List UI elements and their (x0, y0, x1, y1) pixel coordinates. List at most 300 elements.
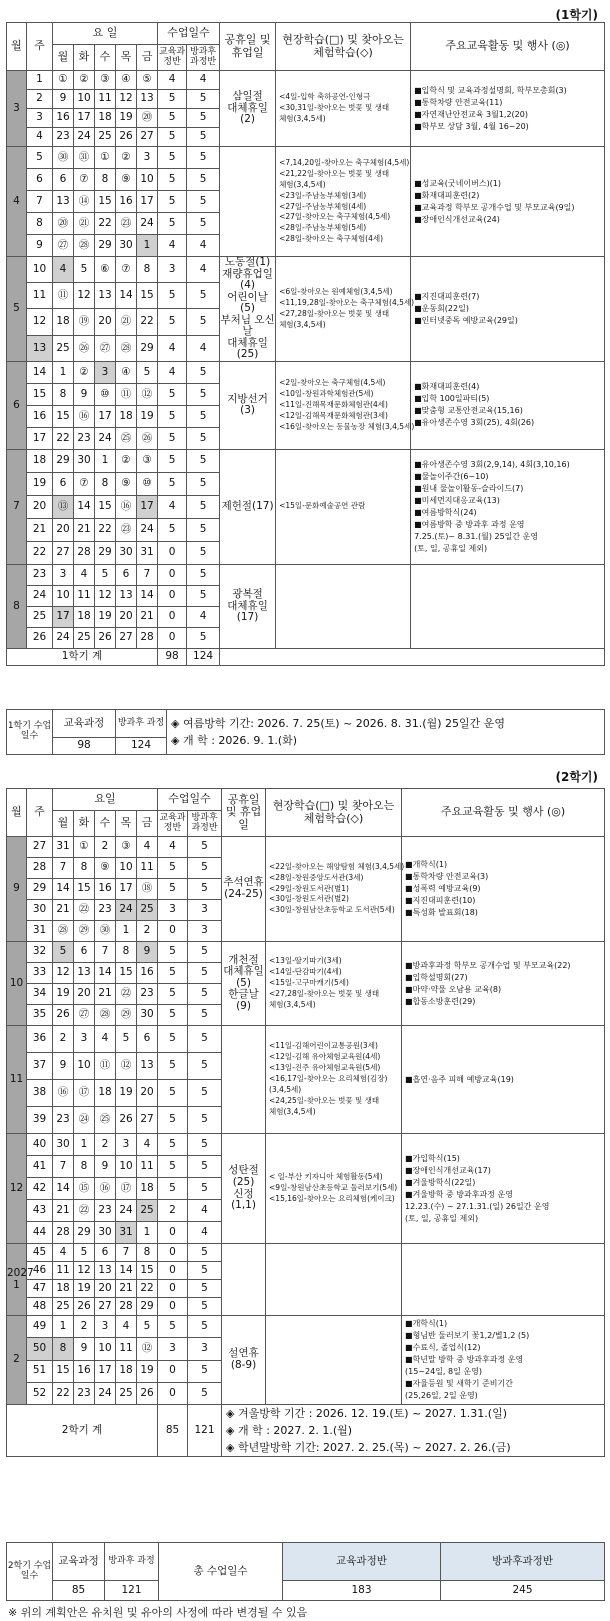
day-cell: 14 (95, 963, 116, 984)
main-activity-line: ■가입학식(15) (405, 1153, 460, 1163)
week-row (7, 257, 605, 283)
day-cell: 2 (137, 921, 158, 942)
day-cell: 9 (95, 1156, 116, 1178)
field-trip-line: <4일-입학 축하공연-인형극 (279, 92, 371, 102)
day-cell: 27 (137, 128, 158, 147)
header-day-tue: 화 (74, 811, 95, 837)
day-cell: 28 (74, 541, 95, 564)
week-number: 49 (27, 1316, 53, 1338)
month-cell: 5 (7, 257, 27, 362)
main-activity-line: ■자연재난안전교육 3월1,2(20) (414, 109, 528, 119)
holiday-cell (222, 837, 266, 942)
day-cell: 8 (137, 1244, 158, 1262)
day-cell: 27 (53, 541, 74, 564)
week-number: 22 (27, 541, 53, 564)
after-days: 3 (188, 921, 222, 942)
day-cell: 23 (74, 1382, 95, 1404)
day-cell: 22 (53, 1382, 74, 1404)
week-number: 51 (27, 1360, 53, 1382)
note-line: ◈ 학년말방학 기간: 2027. 2. 25.(목) ~ 2027. 2. 26.(금) (226, 1441, 511, 1455)
main-activity-line: ■화재대피훈련(2) (414, 190, 480, 200)
day-cell: ㉕ (95, 1107, 116, 1134)
main-activity-line: 7.25.(토)~ 8.31.(월) 25일간 운영 (414, 531, 539, 541)
day-cell: ① (74, 837, 95, 858)
day-cell: 27 (116, 627, 137, 648)
edu-days: 0 (158, 1298, 188, 1316)
day-cell: 14 (74, 495, 95, 518)
day-cell: ㉙ (74, 921, 95, 942)
semester2-days-label: 2학기 수업일수 (7, 1543, 53, 1601)
day-cell: 18 (95, 1080, 116, 1107)
day-cell: ⑯ (53, 1080, 74, 1107)
day-cell: 21 (137, 606, 158, 627)
day-cell: 10 (116, 1156, 137, 1178)
after-days: 5 (187, 383, 220, 405)
field-trip-cell (266, 1134, 402, 1244)
day-cell: 19 (74, 1280, 95, 1298)
day-cell: 18 (137, 1178, 158, 1200)
field-trip-line: <21,22일-찾아오는 벗꽃 및 생태 (279, 168, 390, 178)
day-cell: 14 (137, 585, 158, 606)
day-cell: 4 (95, 1026, 116, 1053)
day-cell: 22 (53, 427, 74, 449)
field-trip-cell (266, 942, 402, 1026)
day-cell: ④ (116, 361, 137, 383)
holiday-cell (222, 1316, 266, 1405)
week-number: 6 (27, 169, 53, 191)
edu-days: 4 (158, 495, 187, 518)
day-cell: 1 (95, 449, 116, 472)
week-number: 44 (27, 1222, 53, 1244)
edu-days: 3 (158, 257, 187, 283)
day-cell: 9 (74, 1338, 95, 1360)
header-days: 요 일 (53, 23, 158, 45)
semester2-label: (2학기) (555, 770, 598, 784)
field-trip-cell (266, 1026, 402, 1134)
day-cell: 24 (53, 627, 74, 648)
week-number: 8 (27, 213, 53, 235)
day-cell: ㉗ (53, 235, 74, 257)
day-cell: 19 (95, 606, 116, 627)
day-cell: 3 (116, 1134, 137, 1156)
week-number: 34 (27, 984, 53, 1005)
total-days-label: 총 수업일수 (159, 1543, 283, 1601)
day-cell: 8 (53, 1338, 74, 1360)
week-number: 14 (27, 361, 53, 383)
edu-days: 0 (158, 1222, 188, 1244)
header-days: 요일 (53, 789, 158, 811)
day-cell: ㉚ (95, 921, 116, 942)
edu-days: 5 (158, 90, 187, 109)
day-cell: 6 (74, 942, 95, 963)
week-number: 9 (27, 235, 53, 257)
day-cell: 21 (53, 900, 74, 921)
day-cell: 27 (137, 1107, 158, 1134)
day-cell: 18 (53, 1280, 74, 1298)
week-row (7, 449, 605, 472)
after-days: 5 (187, 109, 220, 128)
header-day-fri: 금 (137, 811, 158, 837)
day-cell: 1 (53, 361, 74, 383)
day-cell: 5 (53, 942, 74, 963)
day-cell: ㉚ (53, 147, 74, 169)
week-number: 10 (27, 257, 53, 283)
after-days: 5 (187, 213, 220, 235)
day-cell: ⑰ (74, 1080, 95, 1107)
field-trip-line: <12일-김해 유아체험교육원(4세) (269, 1052, 381, 1062)
day-cell: 29 (95, 235, 116, 257)
after-days: 4 (187, 235, 220, 257)
after-days: 5 (188, 1005, 222, 1026)
edu-days: 4 (158, 335, 187, 361)
day-cell: 16 (137, 963, 158, 984)
main-activity-line: ■흡연·음주 피해 예방교육(19) (405, 1074, 514, 1084)
field-trip-line: <11,19,28일-찾아오는 축구체험(4,5세) (279, 298, 415, 308)
day-cell: 17 (53, 606, 74, 627)
main-activity-line: ■학년말 방학 중 방과후과정 운영 (405, 1355, 524, 1364)
day-cell: 24 (95, 1382, 116, 1404)
after-days: 5 (188, 1107, 222, 1134)
main-activity-line: (25,26일, 2일 운영) (405, 1391, 478, 1400)
main-activity-line: ■개학식(1) (405, 860, 448, 869)
day-cell: 12 (116, 90, 137, 109)
edu-days: 5 (158, 1080, 188, 1107)
week-number: 16 (27, 405, 53, 427)
holiday-line: 삼일절 (232, 90, 263, 103)
week-number: 13 (27, 335, 53, 361)
day-cell: ② (74, 71, 95, 90)
day-cell: ⑦ (116, 257, 137, 283)
day-cell: 18 (74, 606, 95, 627)
field-trip-line: <27,28일-찾아오는 벗꽃 및 생태 (269, 988, 380, 998)
day-cell: ⑦ (74, 169, 95, 191)
semester1-edu-head: 교육과정 (53, 710, 116, 738)
day-cell: 26 (53, 1005, 74, 1026)
main-activity-line: ■마약·약물 오남용 교육(8) (405, 984, 502, 994)
semester2-notes (222, 1405, 605, 1457)
holiday-cell (222, 942, 266, 1026)
day-cell: 25 (53, 335, 74, 361)
day-cell: 30 (53, 1134, 74, 1156)
semester-total-after: 124 (187, 648, 220, 665)
after-days: 5 (187, 449, 220, 472)
day-cell: 15 (53, 405, 74, 427)
day-cell: ⑩ (95, 383, 116, 405)
day-cell: 2 (74, 1316, 95, 1338)
after-days: 5 (187, 191, 220, 213)
main-activity-line: (토, 일, 공휴일 제외) (414, 543, 488, 553)
edu-days: 0 (158, 1280, 188, 1298)
day-cell: ③ (116, 837, 137, 858)
header-holiday: 공휴일 및 휴업일 (222, 789, 266, 837)
after-days: 5 (187, 283, 220, 309)
week-number: 1 (27, 71, 53, 90)
day-cell: ⑤ (137, 71, 158, 90)
after-days: 5 (188, 1382, 222, 1404)
field-trip-line: <24,25일-찾아오는 벗꽃 및 생태 (269, 1095, 380, 1105)
field-trip-line: <28일-찾아오는 축구체험(4세) (279, 234, 384, 244)
after-days: 5 (188, 1262, 222, 1280)
day-cell: 8 (137, 257, 158, 283)
field-trip-line: 체험(3,4,5세) (279, 319, 326, 329)
edu-days: 0 (158, 1382, 188, 1404)
day-cell: 25 (95, 128, 116, 147)
day-cell: ⑫ (137, 383, 158, 405)
header-field-trip: 현장학습(□) 및 찾아오는 체험학습(◇) (276, 23, 411, 71)
field-trip-cell (276, 361, 415, 449)
day-cell: ⑰ (116, 1178, 137, 1200)
week-row (7, 361, 605, 383)
day-cell: 20 (95, 309, 116, 335)
after-days: 5 (187, 585, 220, 606)
edu-days: 5 (158, 191, 187, 213)
week-row (7, 147, 605, 169)
holiday-cell (222, 1026, 266, 1134)
main-activity-cell (402, 942, 605, 1026)
after-days: 4 (187, 71, 220, 90)
header-week: 주 (27, 23, 53, 71)
day-cell: 13 (53, 191, 74, 213)
day-cell: 1 (116, 921, 137, 942)
month-cell: 10 (7, 942, 27, 1026)
month-cell: 3 (7, 71, 27, 147)
day-cell: 23 (137, 984, 158, 1005)
field-trip-line: (3,4,5세) (269, 1084, 302, 1094)
main-activity-line: ■화재대피훈련(4) (414, 382, 480, 392)
edu-days: 5 (158, 942, 188, 963)
holiday-line: 개천절 (228, 953, 259, 966)
week-number: 17 (27, 427, 53, 449)
month-cell: 12 (7, 1134, 27, 1244)
edu-days: 5 (158, 1026, 188, 1053)
day-cell: 6 (116, 564, 137, 585)
week-number: 24 (27, 585, 53, 606)
field-trip-line: 체험(3,4,5세) (269, 1106, 316, 1116)
field-trip-line: <29일-창원도서관(별1) (269, 883, 349, 893)
field-trip-line: <9일-창원남산초등학교 둘러보기(5세) (269, 1183, 398, 1193)
semester-total-edu: 98 (158, 648, 187, 665)
field-trip-line: <28일-주남농부체험(5세) (279, 223, 367, 233)
semester1-edu-days: 98 (53, 738, 116, 755)
semester2-edu-head: 교육과정 (53, 1543, 105, 1581)
day-cell: 24 (74, 128, 95, 147)
day-cell: 11 (137, 1156, 158, 1178)
week-row (7, 942, 605, 963)
total-after-days: 245 (441, 1581, 605, 1601)
day-cell: 18 (95, 109, 116, 128)
week-number: 41 (27, 1156, 53, 1178)
day-cell: ㉘ (53, 921, 74, 942)
main-activity-line: ■장애인식개선교육(17) (405, 1165, 491, 1175)
day-cell: ㉖ (137, 427, 158, 449)
day-cell: ⑪ (53, 283, 74, 309)
day-cell: 31 (116, 1222, 137, 1244)
week-number: 21 (27, 518, 53, 541)
day-cell: 16 (95, 879, 116, 900)
day-cell: 3 (95, 1316, 116, 1338)
week-number: 12 (27, 309, 53, 335)
day-cell: 12 (74, 1262, 95, 1280)
after-days: 3 (188, 900, 222, 921)
semester1-notes (167, 710, 605, 755)
header-month: 월 (7, 23, 27, 71)
edu-days: 5 (158, 283, 187, 309)
day-cell: 26 (74, 1298, 95, 1316)
field-trip-line: <27,28일-찾아오는 벗꽃 및 생태 (279, 308, 390, 318)
day-cell: 20 (137, 1080, 158, 1107)
day-cell: ⑳ (137, 109, 158, 128)
edu-days: 0 (158, 921, 188, 942)
day-cell: 13 (95, 283, 116, 309)
after-days: 4 (188, 1200, 222, 1222)
field-trip-line: <30일-창원남산초등학교 도서관(5세) (269, 905, 395, 915)
edu-days: 5 (158, 147, 187, 169)
day-cell: ④ (116, 71, 137, 90)
field-trip-line: <6일-찾아오는 원예체험(3,4,5세) (279, 287, 393, 297)
day-cell: ⑱ (137, 879, 158, 900)
after-days: 5 (187, 427, 220, 449)
day-cell: 29 (53, 449, 74, 472)
day-cell: ㉒ (74, 900, 95, 921)
day-cell: ⑪ (116, 383, 137, 405)
day-cell: 6 (137, 1026, 158, 1053)
day-cell: ⑦ (74, 472, 95, 495)
day-cell: 21 (95, 984, 116, 1005)
day-cell: 6 (53, 472, 74, 495)
main-activity-line: ■겨울방학식(22일) (405, 1177, 476, 1187)
field-trip-cell (266, 1244, 402, 1316)
header-day-tue: 화 (74, 45, 95, 71)
day-cell: 17 (116, 879, 137, 900)
day-cell: 7 (53, 1156, 74, 1178)
header-class-days: 수업일수 (158, 23, 220, 45)
main-activity-cell (411, 147, 605, 257)
note-line: ◈ 개 학 : 2026. 9. 1.(화) (171, 734, 298, 747)
field-trip-line: <28일-창원중앙도서관(3세) (269, 872, 364, 882)
day-cell: 3 (95, 361, 116, 383)
main-activity-cell (411, 361, 605, 449)
day-cell: 30 (74, 449, 95, 472)
day-cell: 25 (116, 1382, 137, 1404)
holiday-line: 대체휴일(25) (227, 336, 268, 361)
week-number: 28 (27, 858, 53, 879)
day-cell: 25 (74, 627, 95, 648)
holiday-line: 재량휴업일(4) (222, 267, 273, 292)
day-cell: 6 (53, 169, 74, 191)
day-cell: 26 (95, 627, 116, 648)
edu-days: 5 (158, 169, 187, 191)
week-row (7, 1134, 605, 1156)
after-days: 5 (188, 1053, 222, 1080)
day-cell: 28 (116, 1298, 137, 1316)
day-cell: 15 (95, 495, 116, 518)
day-cell: 30 (116, 235, 137, 257)
day-cell: 13 (137, 90, 158, 109)
day-cell: 16 (53, 109, 74, 128)
day-cell: ⑨ (116, 169, 137, 191)
holiday-line: (8-9) (230, 1359, 257, 1371)
week-number: 32 (27, 942, 53, 963)
day-cell: 21 (74, 518, 95, 541)
field-trip-line: 체험(3,4,5세) (269, 999, 316, 1009)
header-day-wed: 수 (95, 811, 116, 837)
main-activity-line: ■여름방학식(24) (414, 507, 477, 517)
day-cell: 25 (53, 1298, 74, 1316)
blank-cell (220, 648, 605, 665)
day-cell: 1 (74, 1134, 95, 1156)
day-cell: 9 (53, 90, 74, 109)
day-cell: 21 (53, 1200, 74, 1222)
main-activity-cell (402, 837, 605, 942)
edu-days: 0 (158, 541, 187, 564)
day-cell: 9 (74, 383, 95, 405)
holiday-line: 제헌절(17) (221, 500, 274, 513)
day-cell: 15 (116, 963, 137, 984)
day-cell: 26 (116, 128, 137, 147)
after-days: 5 (187, 495, 220, 518)
day-cell: 24 (116, 1200, 137, 1222)
day-cell: 4 (116, 1316, 137, 1338)
edu-days: 5 (158, 1316, 188, 1338)
week-number: 40 (27, 1134, 53, 1156)
after-days: 5 (188, 1134, 222, 1156)
holiday-line: 성탄절(25) (228, 1164, 259, 1188)
header-day-wed: 수 (95, 45, 116, 71)
holiday-line: 대체휴일(17) (227, 599, 268, 624)
week-number: 27 (27, 837, 53, 858)
day-cell: 23 (95, 900, 116, 921)
main-activity-line: 12.23.(수) ~ 27.1.31.(일) 26일간 운영 (405, 1201, 550, 1211)
edu-days: 5 (158, 128, 187, 147)
edu-days: 0 (158, 1360, 188, 1382)
week-number: 47 (27, 1280, 53, 1298)
after-days: 5 (188, 879, 222, 900)
month-cell: 8 (7, 564, 27, 648)
day-cell: ㉖ (74, 335, 95, 361)
edu-days: 5 (158, 1156, 188, 1178)
day-cell: 7 (116, 1244, 137, 1262)
day-cell: 23 (53, 128, 74, 147)
day-cell: 12 (53, 963, 74, 984)
day-cell: ⑯ (95, 1178, 116, 1200)
main-activity-line: ■수료식, 졸업식(12) (405, 1343, 481, 1352)
header-day-mon: 월 (53, 811, 74, 837)
day-cell: 5 (116, 1026, 137, 1053)
main-activity-line: ■겨울방학 중 방과후과정 운영 (405, 1189, 513, 1199)
day-cell: ⑮ (74, 1178, 95, 1200)
week-row (7, 837, 605, 858)
day-cell: 24 (95, 427, 116, 449)
day-cell: 6 (95, 1244, 116, 1262)
field-trip-cell (266, 1316, 402, 1405)
header-month: 월 (7, 789, 27, 837)
edu-days: 5 (158, 472, 187, 495)
after-days: 5 (188, 1156, 222, 1178)
main-activity-cell (411, 71, 605, 147)
week-number: 4 (27, 128, 53, 147)
day-cell: ⑯ (74, 405, 95, 427)
main-activity-line: ■미세먼지대응교육(13) (414, 495, 500, 505)
field-trip-cell (276, 449, 411, 564)
day-cell: 25 (137, 900, 158, 921)
semester1-calendar (6, 22, 605, 666)
week-number: 3 (27, 109, 53, 128)
holiday-cell (220, 564, 276, 648)
week-number: 46 (27, 1262, 53, 1280)
day-cell: 10 (137, 169, 158, 191)
day-cell: 17 (137, 495, 158, 518)
after-days: 5 (188, 1080, 222, 1107)
